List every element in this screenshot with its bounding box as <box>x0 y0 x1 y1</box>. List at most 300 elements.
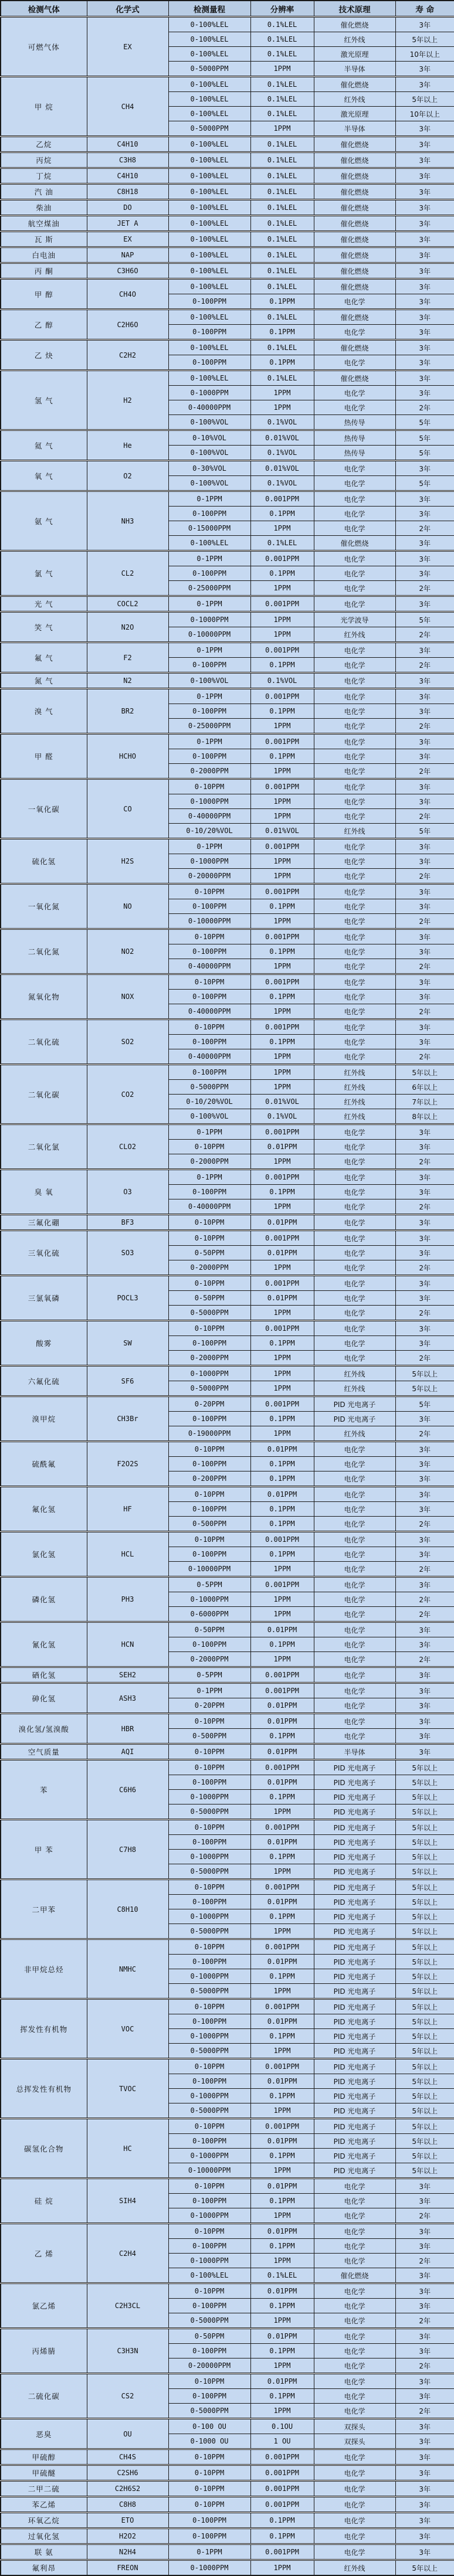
principle-cell: PID 光电离子 <box>314 1880 395 1895</box>
range-cell: 0-500PPM <box>168 1517 250 1532</box>
lifespan-cell: 3年 <box>395 2224 454 2239</box>
principle-cell: 电化学 <box>314 1004 395 1019</box>
range-cell: 0-40000PPM <box>168 1049 250 1065</box>
resolution-cell: 0.001PPM <box>250 551 314 566</box>
lifespan-cell: 3年 <box>395 566 454 581</box>
gas-name-cell: 溴 气 <box>1 689 87 734</box>
lifespan-cell: 2年 <box>395 1562 454 1577</box>
formula-cell: CH4O <box>87 279 168 310</box>
principle-cell: 电化学 <box>314 1019 395 1035</box>
table-row <box>1 184 454 200</box>
resolution-cell: 0.1%LEL <box>250 168 314 184</box>
gas-name-cell: 氟利昂 <box>1 2560 87 2576</box>
range-cell: 0-10PPM <box>168 1019 250 1035</box>
lifespan-cell: 5年以上 <box>395 1760 454 1775</box>
resolution-cell: 0.1PPM <box>250 704 314 719</box>
principle-cell: 电化学 <box>314 2389 395 2404</box>
formula-cell: C3H8 <box>87 152 168 168</box>
principle-cell: 电化学 <box>314 658 395 673</box>
principle-cell: 电化学 <box>314 476 395 491</box>
range-cell: 0-50PPM <box>168 1246 250 1260</box>
principle-cell: 电化学 <box>314 1170 395 1185</box>
lifespan-cell: 2年 <box>395 869 454 884</box>
formula-cell: NH3 <box>87 491 168 551</box>
resolution-cell: 0.1%LEL <box>250 77 314 92</box>
range-cell: 0-100PPM <box>168 1185 250 1199</box>
principle-cell: PID 光电离子 <box>314 1864 395 1880</box>
formula-cell: ASH3 <box>87 1683 168 1714</box>
lifespan-cell: 2年 <box>395 1517 454 1532</box>
resolution-cell: 0.1PPM <box>250 1502 314 1517</box>
lifespan-cell: 2年 <box>395 658 454 673</box>
formula-cell: AQI <box>87 1744 168 1760</box>
resolution-cell: 0.01PPM <box>250 1744 314 1760</box>
lifespan-cell: 5年以上 <box>395 1924 454 1939</box>
principle-cell: 电化学 <box>314 779 395 794</box>
principle-cell: 电化学 <box>314 2497 395 2513</box>
resolution-cell: 0.1PPM <box>250 1517 314 1532</box>
formula-cell: HC <box>87 2119 168 2179</box>
gas-name-cell: 氦 气 <box>1 430 87 461</box>
principle-cell: PID 光电离子 <box>314 2044 395 2059</box>
resolution-cell: 1PPM <box>250 121 314 137</box>
gas-name-cell: 甲硫醇 <box>1 2449 87 2465</box>
formula-cell: C4H10 <box>87 168 168 184</box>
range-cell: 0-100%VOL <box>168 446 250 461</box>
range-cell: 0-10PPM <box>168 1276 250 1291</box>
resolution-cell: 0.001PPM <box>250 1321 314 1336</box>
lifespan-cell: 5年以上 <box>395 1850 454 1864</box>
gas-name-cell: 二氧化氮 <box>1 929 87 974</box>
gas-name-cell: 笑 气 <box>1 612 87 643</box>
resolution-cell: 0.1PPM <box>250 566 314 581</box>
lifespan-cell: 3年 <box>395 2299 454 2313</box>
gas-name-cell: 光 气 <box>1 596 87 612</box>
gas-name-cell: 苯乙烯 <box>1 2497 87 2513</box>
table-row <box>1 152 454 168</box>
table-row <box>1 200 454 216</box>
gas-name-cell: 丙烯腈 <box>1 2329 87 2374</box>
resolution-cell: 0.1%LEL <box>250 200 314 216</box>
range-cell: 0-1000PPM <box>168 854 250 869</box>
range-cell: 0-100%LEL <box>168 200 250 216</box>
range-cell: 0-10000PPM <box>168 914 250 929</box>
gas-name-cell: 丙 酮 <box>1 263 87 279</box>
resolution-cell: 0.1PPM <box>250 944 314 959</box>
resolution-cell: 0.1PPM <box>250 1035 314 1049</box>
lifespan-cell: 3年 <box>395 1698 454 1714</box>
range-cell: 0-1PPM <box>168 689 250 704</box>
resolution-cell: 0.1PPM <box>250 1471 314 1487</box>
principle-cell: 催化燃烧 <box>314 371 395 386</box>
gas-name-cell: 乙 炔 <box>1 340 87 371</box>
range-cell: 0-100PPM <box>168 1065 250 1080</box>
range-cell: 0-1000PPM <box>168 1850 250 1864</box>
lifespan-cell: 3年 <box>395 2449 454 2465</box>
gas-name-cell: 氯化氢 <box>1 1532 87 1577</box>
lifespan-cell: 3年 <box>395 944 454 959</box>
resolution-cell: 0.01PPM <box>250 2374 314 2389</box>
lifespan-cell: 3年 <box>395 2179 454 2194</box>
range-cell: 0-1PPM <box>168 1124 250 1140</box>
principle-cell: 半导体 <box>314 121 395 137</box>
lifespan-cell: 5年以上 <box>395 1864 454 1880</box>
lifespan-cell: 3年 <box>395 1215 454 1231</box>
resolution-cell: 0.1PPM <box>250 2149 314 2163</box>
range-cell: 0-10PPM <box>168 1215 250 1231</box>
resolution-cell: 0.01PPM <box>250 1215 314 1231</box>
resolution-cell: 0.1PPM <box>250 1850 314 1864</box>
lifespan-cell: 5年以上 <box>395 1984 454 1999</box>
principle-cell: 红外线 <box>314 1065 395 1080</box>
principle-cell: 热传导 <box>314 430 395 446</box>
table-row <box>1 2059 454 2074</box>
resolution-cell: 0.001PPM <box>250 1124 314 1140</box>
range-cell: 0-100PPM <box>168 2014 250 2029</box>
range-cell: 0-1PPM <box>168 491 250 507</box>
formula-cell: HCHO <box>87 734 168 779</box>
table-row <box>1 461 454 476</box>
formula-cell: O3 <box>87 1170 168 1215</box>
lifespan-cell: 3年 <box>395 551 454 566</box>
resolution-cell: 0.001PPM <box>250 839 314 854</box>
range-cell: 0-500PPM <box>168 1729 250 1744</box>
range-cell: 0-100PPM <box>168 1775 250 1790</box>
principle-cell: PID 光电离子 <box>314 2119 395 2134</box>
range-cell: 0-1000PPM <box>168 2254 250 2268</box>
range-cell: 0-25000PPM <box>168 581 250 596</box>
lifespan-cell: 3年 <box>395 1321 454 1336</box>
range-cell: 0-10PPM <box>168 2059 250 2074</box>
principle-cell: PID 光电离子 <box>314 1775 395 1790</box>
table-row <box>1 1170 454 1185</box>
range-cell: 0-10/20%VOL <box>168 824 250 839</box>
resolution-cell: 0.1%LEL <box>250 310 314 325</box>
range-cell: 0-100%LEL <box>168 152 250 168</box>
table-row <box>1 371 454 386</box>
table-row <box>1 2529 454 2544</box>
range-cell: 0-20000PPM <box>168 869 250 884</box>
lifespan-cell: 3年 <box>395 232 454 247</box>
lifespan-cell: 2年 <box>395 2358 454 2374</box>
resolution-cell: 0.01PPM <box>250 1140 314 1154</box>
lifespan-cell: 3年 <box>395 1487 454 1502</box>
principle-cell: 催化燃烧 <box>314 536 395 551</box>
range-cell: 0-100PPM <box>168 2389 250 2404</box>
gas-name-cell: 甲 苯 <box>1 1820 87 1880</box>
formula-cell: C6H6 <box>87 1760 168 1820</box>
resolution-cell: 0.001PPM <box>250 1577 314 1592</box>
range-cell: 0-25000PPM <box>168 719 250 734</box>
principle-cell: 半导体 <box>314 62 395 77</box>
table-row <box>1 673 454 689</box>
table-row <box>1 1532 454 1547</box>
principle-cell: 热传导 <box>314 446 395 461</box>
gas-name-cell: 二甲苯 <box>1 1880 87 1939</box>
lifespan-cell: 3年 <box>395 2344 454 2358</box>
principle-cell: PID 光电离子 <box>314 2163 395 2179</box>
principle-cell: PID 光电离子 <box>314 1969 395 1984</box>
gas-name-cell: 氟化氢 <box>1 1487 87 1532</box>
principle-cell: 电化学 <box>314 566 395 581</box>
principle-cell: 电化学 <box>314 2329 395 2344</box>
principle-cell: 催化燃烧 <box>314 247 395 263</box>
lifespan-cell: 3年 <box>395 1412 454 1426</box>
range-cell: 0-5000PPM <box>168 1804 250 1820</box>
resolution-cell: 0.1%LEL <box>250 2268 314 2283</box>
resolution-cell: 0.1%VOL <box>250 476 314 491</box>
table-row <box>1 1366 454 1381</box>
table-row <box>1 2283 454 2299</box>
range-cell: 0-100PPM <box>168 2194 250 2208</box>
range-cell: 0-50PPM <box>168 1622 250 1637</box>
lifespan-cell: 5年以上 <box>395 1820 454 1835</box>
principle-cell: 电化学 <box>314 355 395 371</box>
resolution-cell: 0.001PPM <box>250 974 314 990</box>
table-row <box>1 596 454 612</box>
principle-cell: 红外线 <box>314 92 395 107</box>
resolution-cell: 1PPM <box>250 2208 314 2224</box>
lifespan-cell: 3年 <box>395 325 454 340</box>
range-cell: 0-100PPM <box>168 944 250 959</box>
table-row <box>1 974 454 990</box>
resolution-cell: 1PPM <box>250 2358 314 2374</box>
principle-cell: 电化学 <box>314 1502 395 1517</box>
range-cell: 0-10PPM <box>168 1999 250 2014</box>
table-row <box>1 1714 454 1729</box>
resolution-cell: 0.001PPM <box>250 1683 314 1698</box>
range-cell: 0-1000PPM <box>168 1592 250 1607</box>
lifespan-cell: 2年 <box>395 627 454 643</box>
lifespan-cell: 3年 <box>395 2389 454 2404</box>
gas-name-cell: 三氟化硼 <box>1 1215 87 1231</box>
formula-cell: SF6 <box>87 1366 168 1396</box>
lifespan-cell: 2年 <box>395 1426 454 1442</box>
resolution-cell: 1PPM <box>250 1049 314 1065</box>
gas-name-cell: 甲硫醚 <box>1 2465 87 2481</box>
principle-cell: 电化学 <box>314 2194 395 2208</box>
lifespan-cell: 3年 <box>395 2497 454 2513</box>
range-cell: 0-10PPM <box>168 1760 250 1775</box>
range-cell: 0-1000 OU <box>168 2434 250 2449</box>
formula-cell: C2H2 <box>87 340 168 371</box>
table-row <box>1 1276 454 1291</box>
principle-cell: 红外线 <box>314 32 395 47</box>
principle-cell: 红外线 <box>314 627 395 643</box>
table-row <box>1 232 454 247</box>
table-row <box>1 1667 454 1683</box>
resolution-cell: 1PPM <box>250 1199 314 1215</box>
range-cell: 0-1000PPM <box>168 1909 250 1924</box>
principle-cell: 催化燃烧 <box>314 263 395 279</box>
formula-cell: C2H6O <box>87 310 168 340</box>
lifespan-cell: 5年以上 <box>395 2044 454 2059</box>
range-cell: 0-100PPM <box>168 2134 250 2149</box>
range-cell: 0-100%LEL <box>168 184 250 200</box>
range-cell: 0-10PPM <box>168 2449 250 2465</box>
principle-cell: 电化学 <box>314 1532 395 1547</box>
lifespan-cell: 5年以上 <box>395 1381 454 1396</box>
resolution-cell: 0.1PPM <box>250 1969 314 1984</box>
resolution-cell: 0.1PPM <box>250 1637 314 1652</box>
lifespan-cell: 3年 <box>395 2268 454 2283</box>
lifespan-cell: 3年 <box>395 779 454 794</box>
principle-cell: PID 光电离子 <box>314 1895 395 1909</box>
principle-cell: PID 光电离子 <box>314 1984 395 1999</box>
principle-cell: PID 光电离子 <box>314 2059 395 2074</box>
range-cell: 0-100PPM <box>168 658 250 673</box>
resolution-cell: 0.1%LEL <box>250 232 314 247</box>
range-cell: 0-5000PPM <box>168 2044 250 2059</box>
principle-cell: 电化学 <box>314 944 395 959</box>
range-cell: 0-100%LEL <box>168 17 250 32</box>
principle-cell: 电化学 <box>314 2374 395 2389</box>
formula-cell: C2H3CL <box>87 2283 168 2329</box>
lifespan-cell: 3年 <box>395 1637 454 1652</box>
range-cell: 0-100%LEL <box>168 279 250 294</box>
formula-cell: CLO2 <box>87 1124 168 1170</box>
formula-cell: O2 <box>87 461 168 491</box>
table-row <box>1 1939 454 1955</box>
table-row <box>1 2513 454 2529</box>
principle-cell: 红外线 <box>314 1109 395 1124</box>
principle-cell: 催化燃烧 <box>314 232 395 247</box>
principle-cell: 电化学 <box>314 461 395 476</box>
formula-cell: HCL <box>87 1532 168 1577</box>
header-cell: 技术原理 <box>314 1 395 17</box>
table-row <box>1 1683 454 1698</box>
resolution-cell: 1PPM <box>250 2404 314 2419</box>
lifespan-cell: 5年以上 <box>395 1775 454 1790</box>
principle-cell: PID 光电离子 <box>314 2014 395 2029</box>
range-cell: 0-100%LEL <box>168 77 250 92</box>
gas-name-cell: 二甲二硫 <box>1 2481 87 2497</box>
principle-cell: 电化学 <box>314 1683 395 1698</box>
resolution-cell: 0.1%VOL <box>250 415 314 430</box>
formula-cell: CO2 <box>87 1065 168 1124</box>
range-cell: 0-2000PPM <box>168 1154 250 1170</box>
gas-name-cell: 氧 气 <box>1 461 87 491</box>
range-cell: 0-1000PPM <box>168 1366 250 1381</box>
principle-cell: PID 光电离子 <box>314 1999 395 2014</box>
range-cell: 0-1PPM <box>168 839 250 854</box>
principle-cell: 电化学 <box>314 869 395 884</box>
lifespan-cell: 2年 <box>395 400 454 415</box>
principle-cell: 电化学 <box>314 2481 395 2497</box>
resolution-cell: 0.1%LEL <box>250 17 314 32</box>
resolution-cell: 0.01PPM <box>250 1291 314 1306</box>
resolution-cell: 0.1%LEL <box>250 279 314 294</box>
formula-cell: C4H10 <box>87 137 168 152</box>
formula-cell: N2 <box>87 673 168 689</box>
resolution-cell: 0.001PPM <box>250 2449 314 2465</box>
lifespan-cell: 3年 <box>395 673 454 689</box>
principle-cell: 电化学 <box>314 596 395 612</box>
gas-name-cell: 氟 气 <box>1 643 87 673</box>
table-row <box>1 1880 454 1895</box>
lifespan-cell: 3年 <box>395 1276 454 1291</box>
range-cell: 0-40000PPM <box>168 1004 250 1019</box>
resolution-cell: 0.01PPM <box>250 1246 314 1260</box>
table-row <box>1 247 454 263</box>
table-row <box>1 1019 454 1035</box>
lifespan-cell: 3年 <box>395 839 454 854</box>
range-cell: 0-5PPM <box>168 1667 250 1683</box>
resolution-cell: 0.1PPM <box>250 749 314 764</box>
formula-cell: H2S <box>87 839 168 884</box>
resolution-cell: 0.1PPM <box>250 2344 314 2358</box>
principle-cell: 电化学 <box>314 2449 395 2465</box>
range-cell: 0-5000PPM <box>168 1864 250 1880</box>
resolution-cell: 0.1%LEL <box>250 216 314 232</box>
gas-name-cell: 挥发性有机物 <box>1 1999 87 2059</box>
principle-cell: 电化学 <box>314 929 395 944</box>
gas-name-cell: 二氧化碳 <box>1 1065 87 1124</box>
table-row <box>1 2449 454 2465</box>
header-cell: 寿 命 <box>395 1 454 17</box>
resolution-cell: 0.1PPM <box>250 2029 314 2044</box>
lifespan-cell: 2年 <box>395 809 454 824</box>
table-row <box>1 17 454 32</box>
lifespan-cell: 3年 <box>395 216 454 232</box>
lifespan-cell: 2年 <box>395 959 454 974</box>
resolution-cell: 0.01%VOL <box>250 1095 314 1109</box>
principle-cell: 电化学 <box>314 1291 395 1306</box>
principle-cell: 电化学 <box>314 325 395 340</box>
formula-cell: C8H8 <box>87 2497 168 2513</box>
principle-cell: 电化学 <box>314 2299 395 2313</box>
lifespan-cell: 3年 <box>395 2544 454 2560</box>
resolution-cell: 1PPM <box>250 1260 314 1276</box>
resolution-cell: 1PPM <box>250 1065 314 1080</box>
range-cell: 0-10PPM <box>168 1744 250 1760</box>
gas-name-cell: 氯 气 <box>1 551 87 596</box>
resolution-cell: 1PPM <box>250 2163 314 2179</box>
resolution-cell: 0.001PPM <box>250 1532 314 1547</box>
lifespan-cell: 5年以上 <box>395 2119 454 2134</box>
formula-cell: NAP <box>87 247 168 263</box>
gas-name-cell: 瓦 斯 <box>1 232 87 247</box>
gas-name-cell: 硫化氢 <box>1 839 87 884</box>
range-cell: 0-100%LEL <box>168 340 250 355</box>
lifespan-cell: 5年以上 <box>395 1880 454 1895</box>
resolution-cell: 1PPM <box>250 1607 314 1622</box>
range-cell: 0-100PPM <box>168 1457 250 1471</box>
table-row <box>1 2179 454 2194</box>
resolution-cell: 0.01PPM <box>250 2329 314 2344</box>
resolution-cell: 0.01PPM <box>250 1835 314 1850</box>
lifespan-cell: 5年以上 <box>395 2014 454 2029</box>
principle-cell: 红外线 <box>314 1095 395 1109</box>
range-cell: 0-1000PPM <box>168 2208 250 2224</box>
lifespan-cell: 3年 <box>395 386 454 400</box>
resolution-cell: 0.1%LEL <box>250 152 314 168</box>
resolution-cell: 1PPM <box>250 1080 314 1095</box>
table-row <box>1 1760 454 1775</box>
lifespan-cell: 5年以上 <box>395 1999 454 2014</box>
formula-cell: HF <box>87 1487 168 1532</box>
range-cell: 0-50PPM <box>168 2329 250 2344</box>
principle-cell: 催化燃烧 <box>314 310 395 325</box>
range-cell: 0-1000PPM <box>168 2149 250 2163</box>
table-row <box>1 884 454 899</box>
principle-cell: 催化燃烧 <box>314 168 395 184</box>
resolution-cell: 0.001PPM <box>250 1880 314 1895</box>
table-row <box>1 2329 454 2344</box>
principle-cell: 电化学 <box>314 1306 395 1321</box>
resolution-cell: 0.001PPM <box>250 643 314 658</box>
principle-cell: 电化学 <box>314 1592 395 1607</box>
